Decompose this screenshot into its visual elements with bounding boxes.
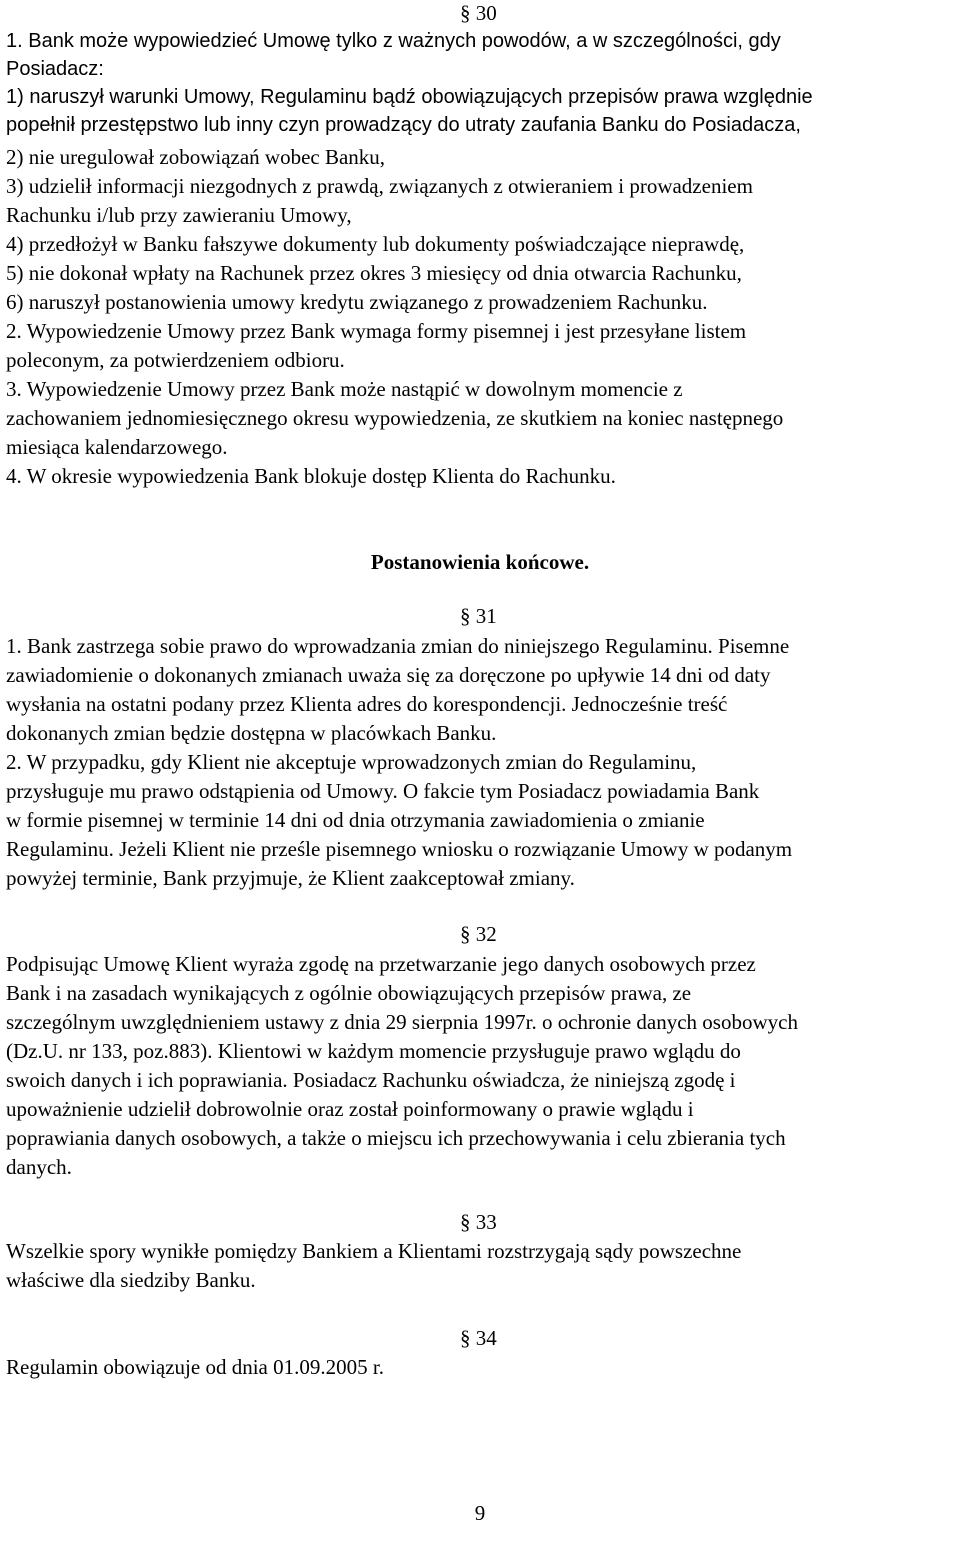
s33-line-2: właściwe dla siedziby Banku.	[6, 1268, 256, 1292]
s30-line-14: zachowaniem jednomiesięcznego okresu wypowiedzenia, ze skutkiem na koniec następnego	[6, 406, 784, 430]
s30-line-7: Rachunku i/lub przy zawieraniu Umowy,	[6, 203, 352, 227]
page-number: 9	[474, 1501, 486, 1525]
section-31-mark: § 31	[460, 604, 497, 628]
s32-line-7: poprawiania danych osobowych, a także o miejscu ich przechowywania i celu zbierania tych	[6, 1126, 786, 1150]
s31-line-1: 1. Bank zastrzega sobie prawo do wprowadzania zmian do niniejszego Regulaminu. Pisemne	[6, 634, 790, 658]
s31-line-9: powyżej terminie, Bank przyjmuje, że Klient zaakceptował zmiany.	[6, 866, 575, 890]
s32-line-1: Podpisując Umowę Klient wyraża zgodę na przetwarzanie jego danych osobowych przez	[6, 952, 756, 976]
s30-line-4: popełnił przestępstwo lub inny czyn prowadzący do utraty zaufania Banku do Posiadacza,	[6, 114, 801, 136]
s31-line-4: dokonanych zmian będzie dostępna w placówkach Banku.	[6, 721, 497, 745]
s31-line-3: wysłania na ostatni podany przez Klienta adres do korespondencji. Jednocześnie treść	[6, 692, 728, 716]
s32-line-5: swoich danych i ich poprawiania. Posiadacz Rachunku oświadcza, że niniejszą zgodę i	[6, 1068, 736, 1092]
s31-line-5: 2. W przypadku, gdy Klient nie akceptuje wprowadzonych zmian do Regulaminu,	[6, 750, 697, 774]
s33-line-1: Wszelkie spory wynikłe pomiędzy Bankiem a Klientami rozstrzygają sądy powszechne	[6, 1239, 742, 1263]
s30-line-6: 3) udzielił informacji niezgodnych z prawdą, związanych z otwieraniem i prowadzeniem	[6, 174, 753, 198]
s30-line-11: 2. Wypowiedzenie Umowy przez Bank wymaga formy pisemnej i jest przesyłane listem	[6, 319, 747, 343]
s32-line-2: Bank i na zasadach wynikających z ogólnie obowiązujących przepisów prawa, ze	[6, 981, 692, 1005]
s31-line-8: Regulaminu. Jeżeli Klient nie prześle pisemnego wniosku o rozwiązanie Umowy w podanym	[6, 837, 793, 861]
section-heading: Postanowienia końcowe.	[370, 550, 590, 574]
section-34-mark: § 34	[460, 1326, 497, 1350]
s32-line-3: szczególnym uwzględnieniem ustawy z dnia 29 sierpnia 1997r. o ochronie danych osobowych	[6, 1010, 798, 1034]
s32-line-4: (Dz.U. nr 133, poz.883). Klientowi w każdym momencie przysługuje prawo wglądu do	[6, 1039, 741, 1063]
section-33-mark: § 33	[460, 1210, 497, 1234]
s30-line-9: 5) nie dokonał wpłaty na Rachunek przez okres 3 miesięcy od dnia otwarcia Rachunku,	[6, 261, 742, 285]
s30-line-2: Posiadacz:	[6, 58, 104, 80]
s34-line-1: Regulamin obowiązuje od dnia 01.09.2005 r.	[6, 1355, 384, 1379]
s30-line-12: poleconym, za potwierdzeniem odbioru.	[6, 348, 345, 372]
s30-line-10: 6) naruszył postanowienia umowy kredytu związanego z prowadzeniem Rachunku.	[6, 290, 708, 314]
s31-line-6: przysługuje mu prawo odstąpienia od Umowy. O fakcie tym Posiadacz powiadamia Bank	[6, 779, 760, 803]
section-30-mark: § 30	[460, 1, 497, 25]
s32-line-6: upoważnienie udzielił dobrowolnie oraz został poinformowany o prawie wglądu i	[6, 1097, 694, 1121]
s30-line-13: 3. Wypowiedzenie Umowy przez Bank może nastąpić w dowolnym momencie z	[6, 377, 683, 401]
s30-line-15: miesiąca kalendarzowego.	[6, 435, 228, 459]
s30-line-16: 4. W okresie wypowiedzenia Bank blokuje dostęp Klienta do Rachunku.	[6, 464, 616, 488]
s30-line-8: 4) przedłożył w Banku fałszywe dokumenty lub dokumenty poświadczające nieprawdę,	[6, 232, 745, 256]
section-32-mark: § 32	[460, 922, 497, 946]
s31-line-7: w formie pisemnej w terminie 14 dni od dnia otrzymania zawiadomienia o zmianie	[6, 808, 705, 832]
s30-line-1: 1. Bank może wypowiedzieć Umowę tylko z ważnych powodów, a w szczególności, gdy	[6, 30, 781, 52]
s30-line-5: 2) nie uregulował zobowiązań wobec Banku,	[6, 145, 386, 169]
s32-line-8: danych.	[6, 1155, 72, 1179]
s31-line-2: zawiadomienie o dokonanych zmianach uważa się za doręczone po upływie 14 dni od daty	[6, 663, 771, 687]
s30-line-3: 1) naruszył warunki Umowy, Regulaminu bądź obowiązujących przepisów prawa względnie	[6, 86, 813, 108]
